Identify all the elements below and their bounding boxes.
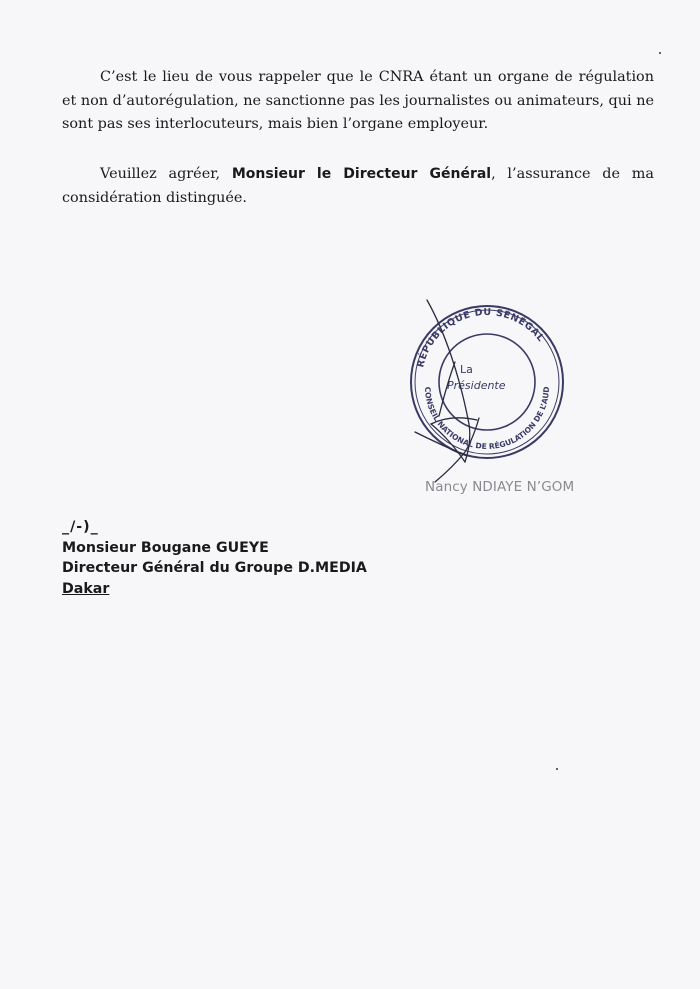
signatory-name: Nancy NDIAYE N’GOM bbox=[425, 479, 575, 495]
recipient-name: Monsieur Bougane GUEYE bbox=[62, 539, 269, 556]
closing-tail: , l’assurance de ma considération distinguée. bbox=[62, 166, 654, 206]
paper-speck bbox=[556, 768, 558, 770]
recipient-city: Dakar bbox=[62, 580, 110, 597]
seal-top-text: RÉPUBLIQUE DU SÉNÉGAL bbox=[415, 306, 547, 369]
reference-mark: _/-)_ bbox=[62, 519, 99, 535]
closing-addressee: Monsieur le Directeur Général bbox=[231, 166, 492, 182]
paper-speck bbox=[659, 52, 661, 54]
seal-ring-text: CONSEIL NATIONAL DE RÉGULATION DE L’AUD bbox=[422, 386, 552, 452]
recipient-title: Directeur Général du Groupe D.MEDIA bbox=[62, 560, 367, 576]
paragraph-reminder: C’est le lieu de vous rappeler que le CNRA étant un organe de régulation et non d’autorégulation, ne sanctionne pas les journalistes ou animateurs, qui ne sont pas ses interlocuteurs, mais bien l’organe employeur. bbox=[62, 69, 654, 132]
recipient-block bbox=[62, 517, 367, 599]
closing-lead: Veuillez agréer, bbox=[100, 166, 221, 182]
seal-center-title: Présidente bbox=[447, 379, 506, 392]
paragraph-closing bbox=[62, 163, 654, 210]
seal-center-la: La bbox=[460, 363, 473, 376]
